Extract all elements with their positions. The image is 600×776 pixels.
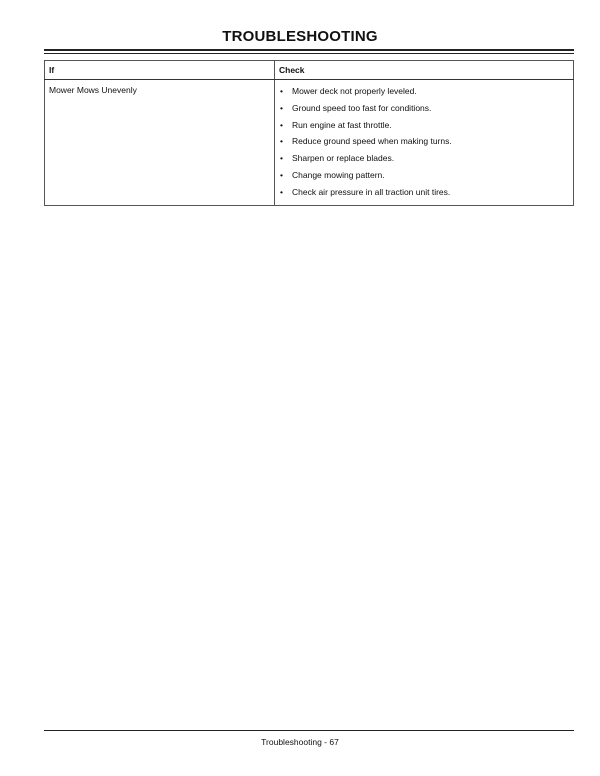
- check-item: [279, 184, 569, 201]
- condition-cell: Mower Mows Unevenly: [45, 80, 275, 206]
- check-item-text: Mower deck not properly leveled.: [292, 86, 417, 96]
- title-rule-thick: [44, 49, 574, 51]
- check-item: [279, 117, 569, 134]
- check-item-text: Check air pressure in all traction unit tires.: [292, 186, 451, 197]
- bullet-icon: •: [280, 136, 283, 147]
- check-item-text: Change mowing pattern.: [292, 169, 385, 180]
- checks-cell: [275, 80, 574, 206]
- check-item: [279, 100, 569, 117]
- troubleshooting-table: [44, 60, 574, 206]
- footer-rule: [44, 730, 574, 731]
- check-item-text: Ground speed too fast for conditions.: [292, 102, 432, 113]
- bullet-icon: •: [280, 153, 283, 164]
- bullet-icon: •: [280, 119, 283, 130]
- page-title: TROUBLESHOOTING: [222, 28, 378, 45]
- bullet-icon: •: [280, 169, 283, 180]
- page-footer: Troubleshooting - 67: [261, 737, 339, 747]
- table-row: [45, 80, 574, 206]
- bullet-icon: •: [280, 86, 283, 96]
- check-item: [279, 133, 569, 150]
- bullet-icon: •: [280, 186, 283, 197]
- check-item: [279, 83, 569, 100]
- check-item-text: Run engine at fast throttle.: [292, 119, 392, 130]
- title-rule-thin: [44, 53, 574, 54]
- column-header-if: If: [45, 61, 275, 80]
- check-item: [279, 167, 569, 184]
- check-item-text: Sharpen or replace blades.: [292, 153, 395, 164]
- table-header-row: [45, 61, 574, 80]
- bullet-icon: •: [280, 102, 283, 113]
- check-item: [279, 150, 569, 167]
- column-header-check: Check: [275, 61, 574, 80]
- check-list: [279, 83, 569, 201]
- check-item-text: Reduce ground speed when making turns.: [292, 136, 452, 147]
